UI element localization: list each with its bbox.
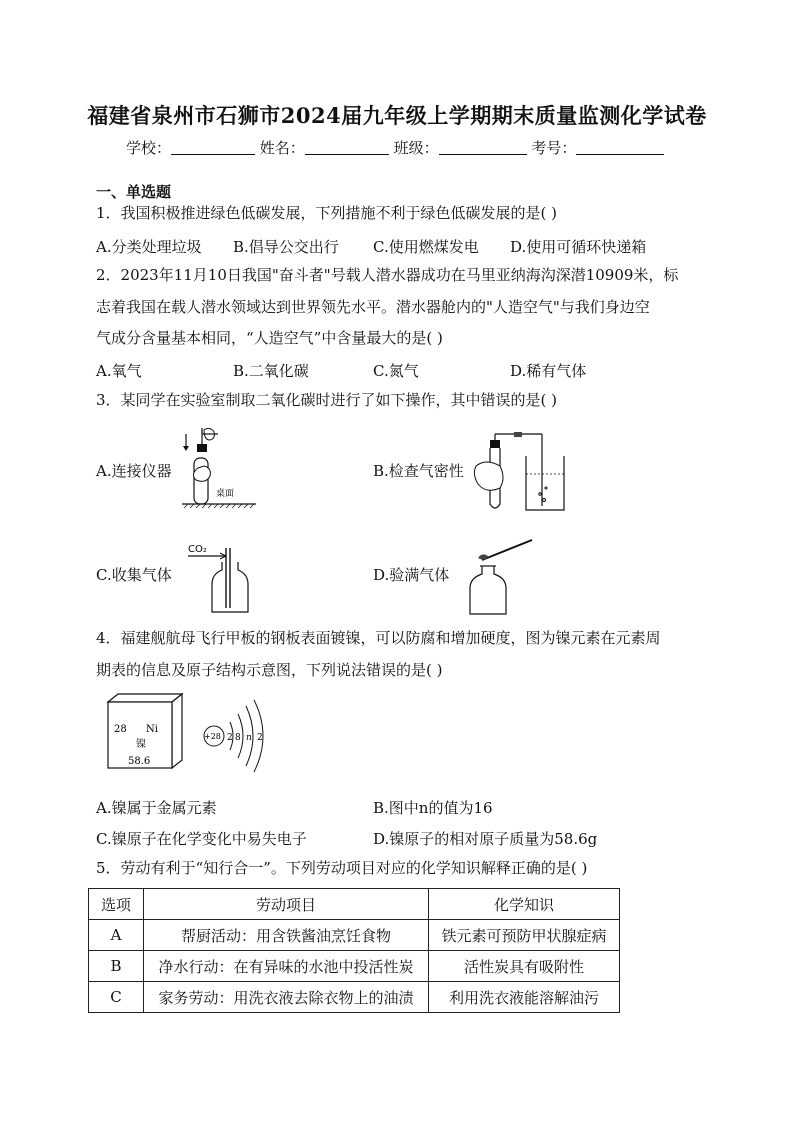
section-heading: 一、单选题 bbox=[96, 183, 172, 201]
figure-collect-gas bbox=[186, 540, 256, 614]
table-header-knowledge: 化学知识 bbox=[429, 889, 620, 920]
nucleus-charge: +28 bbox=[204, 732, 221, 741]
question-2-line-2: 志着我国在载人潜水领域达到世界领先水平。潜水器舱内的"人造空气"与我们身边空 bbox=[96, 298, 650, 316]
table-cell: 净水行动：在有异味的水池中投活性炭 bbox=[144, 951, 429, 982]
name-blank[interactable] bbox=[305, 140, 389, 155]
figure-connect-instruments bbox=[180, 428, 260, 514]
q2-option-a[interactable]: A.氧气 bbox=[96, 362, 142, 380]
question-4-line-1: 4．福建舰航母飞行甲板的钢板表面镀镍，可以防腐和增加硬度，图为镍元素在元素周 bbox=[96, 629, 661, 647]
q2-option-d[interactable]: D.稀有气体 bbox=[510, 362, 587, 380]
q2-option-b[interactable]: B.二氧化碳 bbox=[233, 362, 309, 380]
table-cell: 家务劳动：用洗衣液去除衣物上的油渍 bbox=[144, 982, 429, 1013]
figure-check-airtightness bbox=[472, 430, 568, 520]
co2-label: CO₂ bbox=[188, 544, 207, 555]
q1-option-b[interactable]: B.倡导公交出行 bbox=[233, 238, 339, 256]
q4-option-c[interactable]: C.镍原子在化学变化中易失电子 bbox=[96, 830, 307, 848]
figure-test-full bbox=[464, 536, 536, 616]
q4-option-b[interactable]: B.图中n的值为16 bbox=[373, 799, 493, 817]
shell-3-electrons: n bbox=[246, 733, 252, 743]
labor-knowledge-table bbox=[88, 888, 620, 1013]
question-1-text: 1．我国积极推进绿色低碳发展，下列措施不利于绿色低碳发展的是( ) bbox=[96, 204, 558, 222]
question-2-line-1: 2．2023年11月10日我国"奋斗者"号载人潜水器成功在马里亚纳海沟深潜10909米，标 bbox=[96, 266, 679, 284]
table-header-option: 选项 bbox=[89, 889, 144, 920]
element-symbol: Ni bbox=[146, 724, 158, 735]
table-cell: 活性炭具有吸附性 bbox=[429, 951, 620, 982]
table-cell: 帮厨活动：用含铁酱油烹饪食物 bbox=[144, 920, 429, 951]
table-header-labor: 劳动项目 bbox=[144, 889, 429, 920]
q1-option-c[interactable]: C.使用燃煤发电 bbox=[373, 238, 479, 256]
desk-label: 桌面 bbox=[216, 489, 235, 499]
page-title: 福建省泉州市石狮市2024届九年级上学期期末质量监测化学试卷 bbox=[87, 103, 707, 128]
table-row bbox=[89, 982, 620, 1013]
shell-2-electrons: 8 bbox=[235, 733, 241, 743]
element-atomic-number: 28 bbox=[114, 724, 127, 735]
q2-option-c[interactable]: C.氮气 bbox=[373, 362, 419, 380]
q3-option-d[interactable]: D.验满气体 bbox=[373, 566, 450, 584]
question-3-text: 3．某同学在实验室制取二氧化碳时进行了如下操作，其中错误的是( ) bbox=[96, 391, 558, 409]
question-4-line-2: 期表的信息及原子结构示意图，下列说法错误的是( ) bbox=[96, 661, 443, 679]
q3-option-a[interactable]: A.连接仪器 bbox=[96, 462, 172, 480]
q1-option-d[interactable]: D.使用可循环快递箱 bbox=[510, 238, 647, 256]
table-cell: A bbox=[89, 920, 144, 951]
table-header-row bbox=[89, 889, 620, 920]
element-name: 镍 bbox=[136, 739, 146, 750]
class-blank[interactable] bbox=[439, 140, 527, 155]
exam-no-label: 考号： bbox=[531, 139, 577, 157]
q3-option-b[interactable]: B.检查气密性 bbox=[373, 462, 464, 480]
shell-1-electrons: 2 bbox=[227, 733, 233, 743]
table-row bbox=[89, 951, 620, 982]
school-blank[interactable] bbox=[171, 140, 255, 155]
q3-option-c[interactable]: C.收集气体 bbox=[96, 566, 172, 584]
exam-no-blank[interactable] bbox=[576, 140, 664, 155]
q4-option-d[interactable]: D.镍原子的相对原子质量为58.6g bbox=[373, 830, 598, 848]
school-label: 学校： bbox=[126, 139, 172, 157]
question-2-line-3: 气成分含量基本相同，“人造空气”中含量最大的是( ) bbox=[96, 329, 443, 347]
atomic-structure-diagram bbox=[200, 696, 280, 776]
q4-option-a[interactable]: A.镍属于金属元素 bbox=[96, 799, 217, 817]
table-cell: 铁元素可预防甲状腺症病 bbox=[429, 920, 620, 951]
table-cell: 利用洗衣液能溶解油污 bbox=[429, 982, 620, 1013]
student-info-line bbox=[126, 137, 664, 158]
class-label: 班级： bbox=[393, 139, 439, 157]
table-cell: B bbox=[89, 951, 144, 982]
name-label: 姓名： bbox=[259, 139, 305, 157]
shell-4-electrons: 2 bbox=[257, 733, 263, 743]
element-card-nickel bbox=[106, 692, 186, 772]
question-5-text: 5．劳动有利于“知行合一”。下列劳动项目对应的化学知识解释正确的是( ) bbox=[96, 859, 588, 877]
table-row bbox=[89, 920, 620, 951]
table-cell: C bbox=[89, 982, 144, 1013]
q1-option-a[interactable]: A.分类处理垃圾 bbox=[96, 238, 202, 256]
element-mass: 58.6 bbox=[128, 756, 151, 767]
